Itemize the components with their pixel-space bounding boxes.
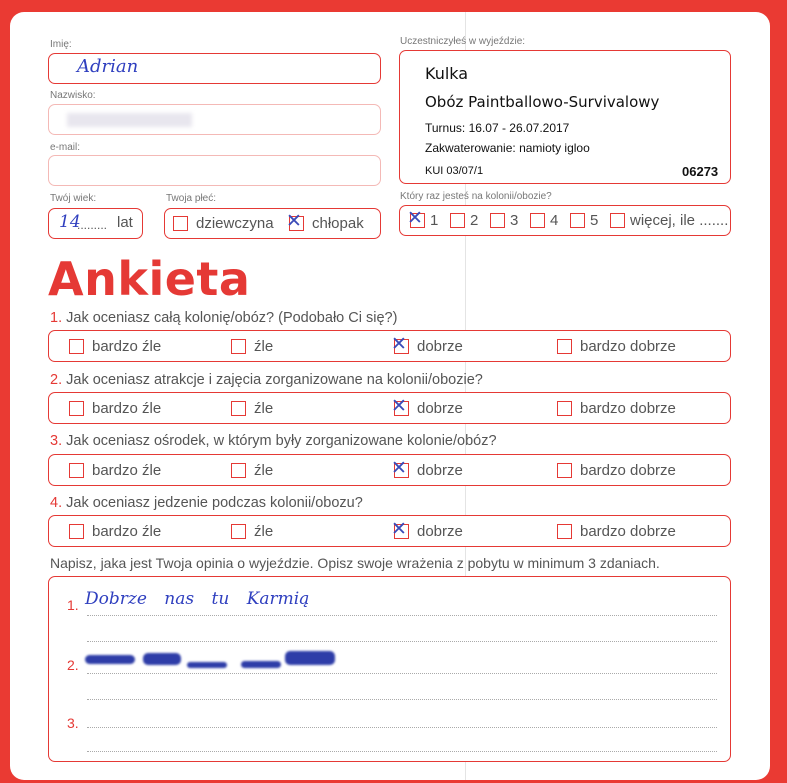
gender-field [164,208,381,239]
option-label: źle [254,523,274,540]
checkbox[interactable] [69,524,84,539]
opinion-line-1-text: Dobrze nas tu Karmią [85,589,310,609]
option-bad[interactable] [231,523,273,540]
option-very-good[interactable] [557,338,676,355]
checkbox[interactable] [557,339,572,354]
option-very-good[interactable] [557,523,676,540]
gender-option-label: dziewczyna [196,215,274,232]
trip-box [399,50,731,184]
gender-option-male[interactable] [286,210,364,232]
dotted-line [87,727,717,728]
times-option-label: 1 [430,212,439,229]
times-option-2[interactable] [450,212,478,229]
gender-option-female[interactable] [173,215,274,232]
turnus-label: Turnus: [425,121,466,135]
option-label: bardzo dobrze [580,400,676,417]
checkbox[interactable] [557,463,572,478]
times-option-label: 2 [470,212,479,229]
checkbox[interactable] [391,518,409,540]
check-mark-icon: ✕ [407,207,423,229]
checkbox[interactable] [231,463,246,478]
scribble [285,651,335,665]
times-option-label: więcej, ile ....... [630,212,729,229]
option-label: dobrze [417,338,463,355]
name-value: Adrian [77,56,139,77]
question-3 [50,433,497,449]
check-mark-icon: ✕ [391,395,407,417]
name-label: Imię: [50,39,72,50]
answer-row-4 [48,515,731,547]
checkbox[interactable] [69,463,84,478]
times-option-label: 3 [510,212,519,229]
option-very-good[interactable] [557,462,676,479]
accommodation-value: namioty igloo [519,141,590,155]
question-1 [50,310,397,326]
surname-field[interactable] [48,104,381,135]
option-good[interactable] [391,333,463,355]
option-good[interactable] [391,457,463,479]
accommodation-label: Zakwaterowanie: [425,141,516,155]
survey-title: Ankieta [48,252,251,306]
times-field [399,205,731,236]
option-label: bardzo źle [92,400,162,417]
opinion-line-number: 2. [67,657,79,673]
checkbox-times-1[interactable] [407,207,425,229]
times-option-more[interactable] [610,212,728,229]
dotted-line [87,751,717,752]
turnus-value: 16.07 - 26.07.2017 [468,121,570,135]
checkbox[interactable] [231,524,246,539]
redacted-surname [67,113,192,127]
email-field[interactable] [48,155,381,186]
times-option-3[interactable] [490,212,518,229]
option-good[interactable] [391,518,463,540]
opinion-box[interactable] [48,576,731,762]
option-label: bardzo źle [92,462,162,479]
option-bad[interactable] [231,400,273,417]
question-number: 1. [50,310,63,326]
scribble [241,661,281,668]
option-very-bad[interactable] [69,462,161,479]
option-good[interactable] [391,395,463,417]
check-mark-icon: ✕ [391,333,407,355]
check-mark-icon: ✕ [286,210,302,232]
option-label: bardzo dobrze [580,523,676,540]
answer-row-3 [48,454,731,486]
scribble [143,653,181,665]
question-text: Jak oceniasz atrakcje i zajęcia zorganizowane na kolonii/obozie? [66,372,483,388]
times-option-1[interactable] [407,207,439,229]
option-label: źle [254,338,274,355]
option-bad[interactable] [231,338,273,355]
checkbox[interactable] [391,457,409,479]
gender-option-label: chłopak [312,215,364,232]
checkbox[interactable] [391,395,409,417]
surname-label: Nazwisko: [50,90,96,101]
option-label: dobrze [417,523,463,540]
answer-row-2 [48,392,731,424]
check-mark-icon: ✕ [391,457,407,479]
question-text: Jak oceniasz całą kolonię/obóz? (Podobało Ci się?) [66,310,398,326]
option-very-good[interactable] [557,400,676,417]
opinion-prompt: Napisz, jaka jest Twoja opinia o wyjeździe. Opisz swoje wrażenia z pobytu w minimum 3 zdaniach. [50,555,660,571]
question-text: Jak oceniasz ośrodek, w którym były zorganizowane kolonie/obóz? [66,433,497,449]
checkbox[interactable] [69,401,84,416]
option-label: bardzo źle [92,523,162,540]
opinion-line-number: 1. [67,597,79,613]
question-number: 2. [50,372,63,388]
trip-number: 06273 [682,164,719,179]
dotted-line [87,615,717,616]
option-very-bad[interactable] [69,523,161,540]
checkbox-female[interactable] [173,216,188,231]
scribble [85,655,135,664]
age-value: 14 [59,212,81,232]
question-text: Jak oceniasz jedzenie podczas kolonii/obozu? [66,495,363,511]
checkbox[interactable] [231,339,246,354]
option-label: źle [254,462,274,479]
age-dots: ......... [77,218,108,232]
times-option-4[interactable] [530,212,558,229]
trip-org: Kulka [425,64,469,83]
gender-label: Twoja płeć: [166,193,217,204]
checkbox-times-5[interactable] [570,213,585,228]
age-field[interactable] [48,208,143,239]
question-number: 4. [50,495,63,511]
option-label: dobrze [417,462,463,479]
scribble [187,662,227,668]
option-label: bardzo źle [92,338,162,355]
age-label: Twój wiek: [50,193,97,204]
question-4 [50,495,363,511]
question-number: 3. [50,433,63,449]
email-label: e-mail: [50,142,81,153]
times-label: Który raz jesteś na kolonii/obozie? [400,191,552,202]
option-label: bardzo dobrze [580,338,676,355]
times-option-label: 5 [590,212,599,229]
checkbox-male[interactable] [286,210,304,232]
checkbox[interactable] [557,401,572,416]
dotted-line [87,699,717,700]
checkbox[interactable] [231,401,246,416]
checkbox[interactable] [391,333,409,355]
answer-row-1 [48,330,731,362]
opinion-line-number: 3. [67,715,79,731]
trip-label: Uczestniczyłeś w wyjeździe: [400,36,526,47]
times-option-5[interactable] [570,212,598,229]
trip-code: KUI 03/07/1 [425,165,484,177]
option-label: źle [254,400,274,417]
times-option-label: 4 [550,212,559,229]
checkbox[interactable] [69,339,84,354]
checkbox-times-4[interactable] [530,213,545,228]
dotted-line [87,641,717,642]
option-very-bad[interactable] [69,338,161,355]
dotted-line [87,673,717,674]
option-label: dobrze [417,400,463,417]
trip-name: Obóz Paintballowo-Survivalowy [425,93,660,111]
checkbox-times-3[interactable] [490,213,505,228]
survey-sheet [10,12,770,780]
age-unit: lat [117,214,133,231]
name-field[interactable] [48,53,381,84]
option-very-bad[interactable] [69,400,161,417]
checkbox-times-more[interactable] [610,213,625,228]
check-mark-icon: ✕ [391,518,407,540]
option-bad[interactable] [231,462,273,479]
question-2 [50,372,483,388]
option-label: bardzo dobrze [580,462,676,479]
checkbox-times-2[interactable] [450,213,465,228]
checkbox[interactable] [557,524,572,539]
